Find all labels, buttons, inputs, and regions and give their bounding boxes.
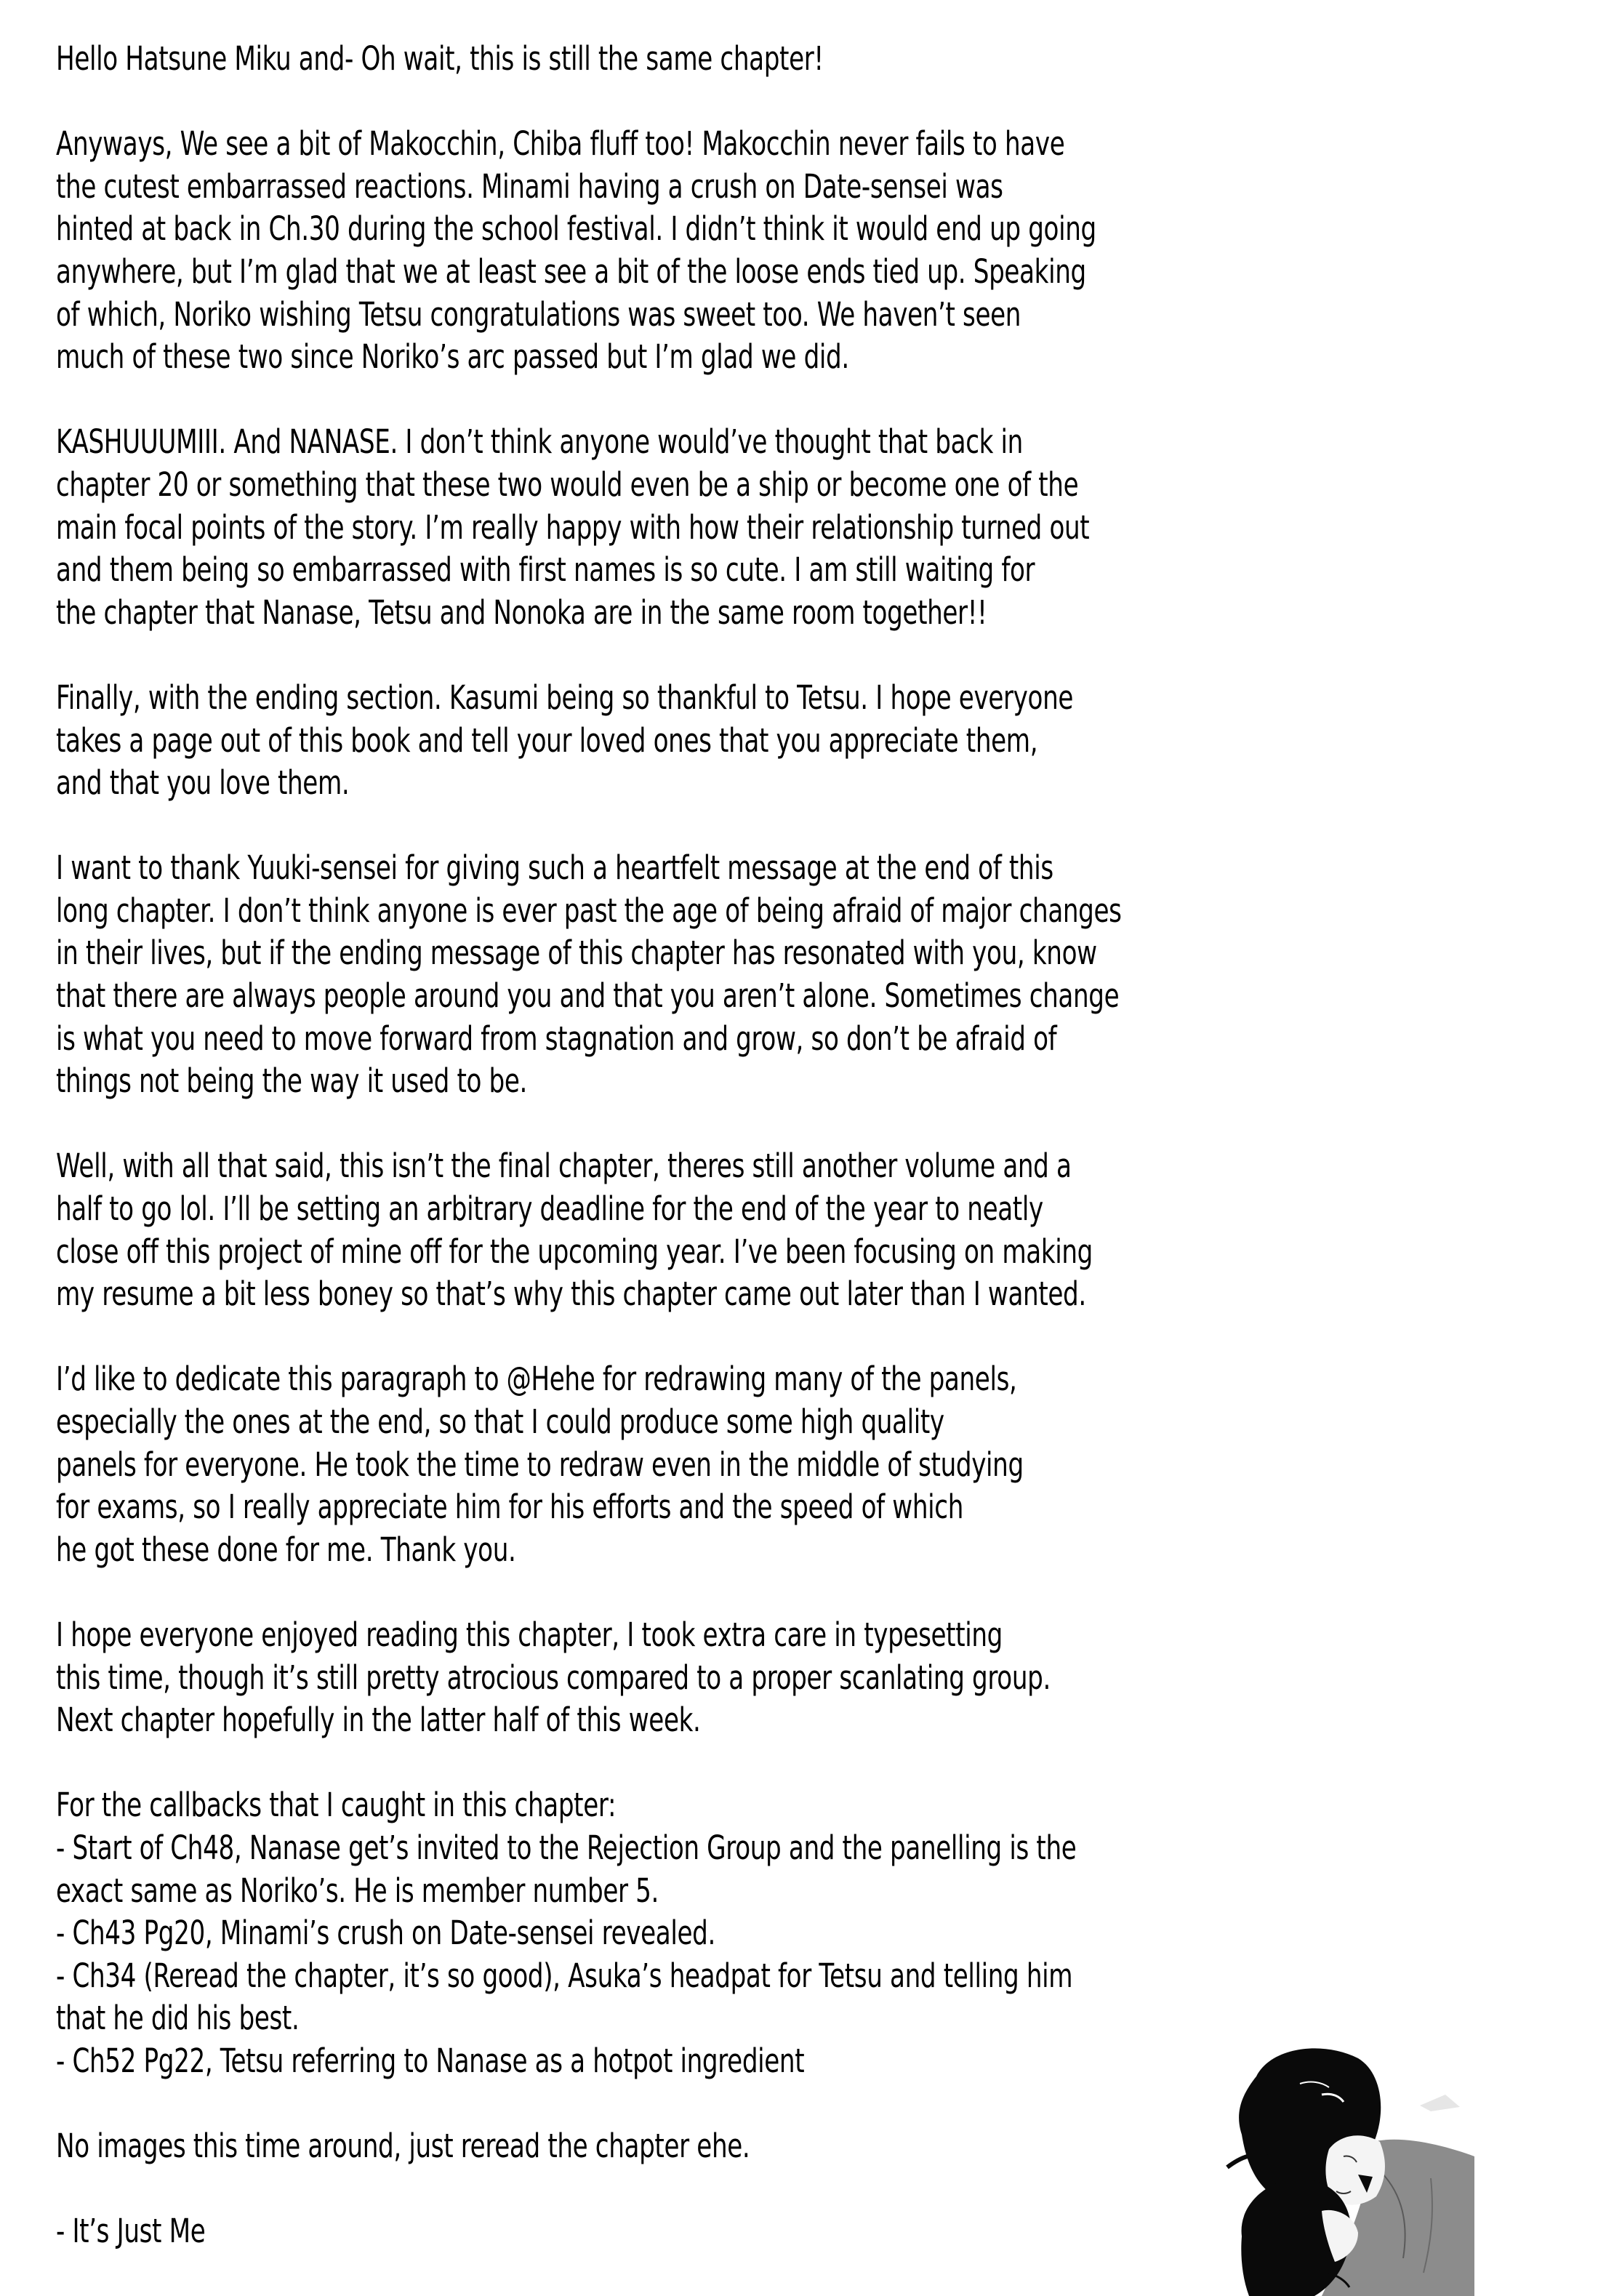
text-line: hinted at back in Ch.30 during the school festival. I didn’t think it would end up going — [56, 209, 1096, 249]
text-line: things not being the way it used to be. — [56, 1061, 527, 1101]
paragraph-kashuumi — [56, 421, 1583, 634]
text-line: much of these two since Noriko’s arc passed but I’m glad we did. — [56, 337, 849, 377]
text-line: Next chapter hopefully in the latter half of this week. — [56, 1701, 701, 1740]
text-line: is what you need to move forward from stagnation and grow, so don’t be afraid of — [56, 1019, 1057, 1058]
text-line: especially the ones at the end, so that I could produce some high quality — [56, 1402, 944, 1441]
text-line: the chapter that Nanase, Tetsu and Nonoka are in the same room together!! — [56, 593, 987, 632]
callback-item-continued: that he did his best. — [56, 1999, 300, 2038]
text-line: of which, Noriko wishing Tetsu congratulations was sweet too. We haven’t seen — [56, 294, 1021, 334]
callbacks-heading: For the callbacks that I caught in this chapter: — [56, 1786, 617, 1825]
text-line: main focal points of the story. I’m really happy with how their relationship turned out — [56, 507, 1090, 547]
signature-text: - It’s Just Me — [56, 2212, 206, 2251]
paragraph-closing-notes — [56, 1614, 1583, 1742]
text-line: in their lives, but if the ending message of this chapter has resonated with you, know — [56, 934, 1097, 973]
paragraph-thanks-author — [56, 847, 1583, 1103]
text-line: Hello Hatsune Miku and- Oh wait, this is still the same chapter! — [56, 39, 824, 78]
callback-item: - Start of Ch48, Nanase get’s invited to the Rejection Group and the panelling is the — [56, 1828, 1077, 1867]
text-line: long chapter. I don’t think anyone is ever past the age of being afraid of major changes — [56, 891, 1122, 930]
callback-item: - Ch43 Pg20, Minami’s crush on Date-sensei revealed. — [56, 1914, 715, 1953]
text-line: I want to thank Yuuki-sensei for giving such a heartfelt message at the end of this — [56, 848, 1053, 888]
text-line: anywhere, but I’m glad that we at least see a bit of the loose ends tied up. Speaking — [56, 252, 1086, 291]
callback-item: - Ch52 Pg22, Tetsu referring to Nanase as a hotpot ingredient — [56, 2041, 805, 2080]
text-line: my resume a bit less boney so that’s why this chapter came out later than I wanted. — [56, 1275, 1086, 1314]
text-line: that there are always people around you and that you aren’t alone. Sometimes change — [56, 976, 1120, 1016]
text-line: he got these done for me. Thank you. — [56, 1530, 516, 1569]
text-line: close off this project of mine off for the upcoming year. I’ve been focusing on making — [56, 1232, 1093, 1271]
text-line: No images this time around, just reread the chapter ehe. — [56, 2127, 750, 2166]
manga-illustration — [1213, 2026, 1474, 2296]
text-line: panels for everyone. He took the time to redraw even in the middle of studying — [56, 1445, 1024, 1484]
paragraph-dedication — [56, 1358, 1583, 1571]
text-line: chapter 20 or something that these two would even be a ship or become one of the — [56, 465, 1079, 504]
text-line: Anyways, We see a bit of Makocchin, Chiba fluff too! Makocchin never fails to have — [56, 124, 1065, 164]
text-line: and them being so embarrassed with first names is so cute. I am still waiting for — [56, 550, 1035, 590]
paragraph-schedule — [56, 1145, 1583, 1315]
text-line: takes a page out of this book and tell your loved ones that you appreciate them, — [56, 720, 1038, 760]
paragraph-ending — [56, 677, 1583, 805]
text-line: for exams, so I really appreciate him for his efforts and the speed of which — [56, 1488, 964, 1527]
paragraph-makocchin — [56, 123, 1583, 379]
text-line: I’d like to dedicate this paragraph to @Hehe for redrawing many of the panels, — [56, 1360, 1017, 1399]
callback-item: - Ch34 (Reread the chapter, it’s so good), Asuka’s headpat for Tetsu and telling him — [56, 1956, 1073, 1995]
text-line: this time, though it’s still pretty atrocious compared to a proper scanlating group. — [56, 1658, 1051, 1697]
text-line: Well, with all that said, this isn’t the final chapter, theres still another volume and a — [56, 1147, 1072, 1186]
text-line: I hope everyone enjoyed reading this chapter, I took extra care in typesetting — [56, 1615, 1003, 1654]
text-line: the cutest embarrassed reactions. Minami having a crush on Date-sensei was — [56, 166, 1003, 206]
text-line: Finally, with the ending section. Kasumi being so thankful to Tetsu. I hope everyone — [56, 678, 1074, 717]
text-line: KASHUUUMIII. And NANASE. I don’t think anyone would’ve thought that back in — [56, 422, 1023, 462]
embrace-illustration-icon — [1213, 2026, 1474, 2296]
text-line: and that you love them. — [56, 763, 350, 803]
callback-item-continued: exact same as Noriko’s. He is member number 5. — [56, 1871, 659, 1910]
text-line: half to go lol. I’ll be setting an arbitrary deadline for the end of the year to neatly — [56, 1189, 1043, 1229]
notes-text-column — [56, 38, 1583, 2295]
paragraph-greeting — [56, 38, 1583, 81]
